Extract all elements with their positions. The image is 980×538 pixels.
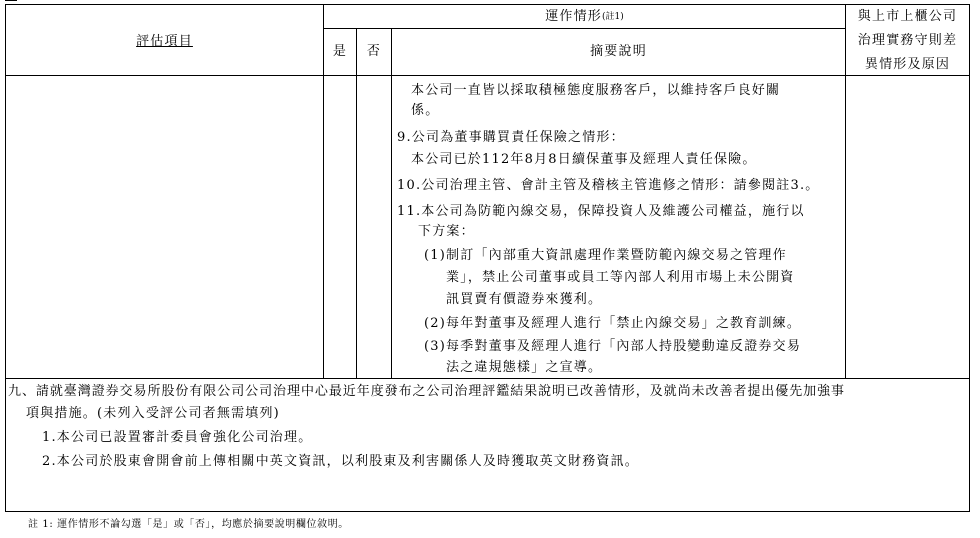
summary-line: 本公司已於112年8月8日續保董事及經理人責任保險。 [411,152,757,167]
summary-line: 係。 [411,103,440,118]
header-summary: 摘要說明 [590,44,647,59]
col-divider-no [391,28,392,379]
header-operation-status [324,9,845,25]
table-border-bottom [5,511,970,512]
summary-line: 11.本公司為防範內線交易，保障投資人及維護公司權益，施行以 [397,204,805,219]
header-difference-line3: 異情形及原因 [864,57,951,72]
col-divider-yes [356,28,357,379]
header-evaluation-item: 評估項目 [136,34,193,49]
table-border-right [969,4,970,512]
section9-item1: 1.本公司已設置審計委員會強化公司治理。 [42,430,313,445]
summary-line: 9.公司為董事購買責任保險之情形： [397,130,625,145]
table-border-left [5,4,6,512]
summary-line: 訊買賣有價證券來獲利。 [446,292,603,307]
section9-item2: 2.本公司於股東會開會前上傳相關中英文資訊，以利股東及利害關係人及時獲取英文財務資訊。 [42,454,640,469]
header-bottom-border [5,75,970,76]
header-note-marker: (註1) [602,12,624,22]
header-subdivider [323,28,845,29]
summary-line: 法之違規態樣」之宣導。 [446,360,603,375]
col-divider-item [323,4,324,379]
header-difference-line1: 與上市上櫃公司 [857,9,958,24]
footnote: 註 1: 運作情形不論勾選「是」或「否」，均應於摘要說明欄位敘明。 [28,519,349,530]
section9-question-line2: 項與措施。(未列入受評公司者無需填列) [26,406,280,421]
summary-line: (2)每年對董事及經理人進行「禁止內線交易」之教育訓練。 [424,316,802,331]
summary-line: 10.公司治理主管、會計主管及稽核主管進修之情形：請參閱註3.。 [397,178,820,193]
summary-line: 業」，禁止公司董事或員工等內部人利用市場上未公開資 [446,270,795,285]
header-no: 否 [366,44,382,59]
header-difference-line2: 治理實務守則差 [857,33,958,48]
table-border-top [5,4,970,5]
section9-question-line1: 九、請就臺灣證券交易所股份有限公司公司治理中心最近年度發布之公司治理評鑑結果說明已改善情形，及就尚未改善者提出優先加強事 [8,384,846,399]
header-yes: 是 [332,44,348,59]
header-note-label: 註1 [605,12,621,22]
summary-line: 本公司一直皆以採取積極態度服務客戶，以維持客戶良好關 [411,83,781,98]
header-operation-status-label: 運作情形 [545,9,603,24]
section9-top-border [5,378,970,379]
summary-line: (1)制訂「內部重大資訊處理作業暨防範內線交易之管理作 [424,248,787,263]
summary-line: 下方案： [418,224,475,239]
corner-tick [5,0,17,1]
summary-line: (3)每季對董事及經理人進行「內部人持股變動違反證券交易 [424,339,802,354]
